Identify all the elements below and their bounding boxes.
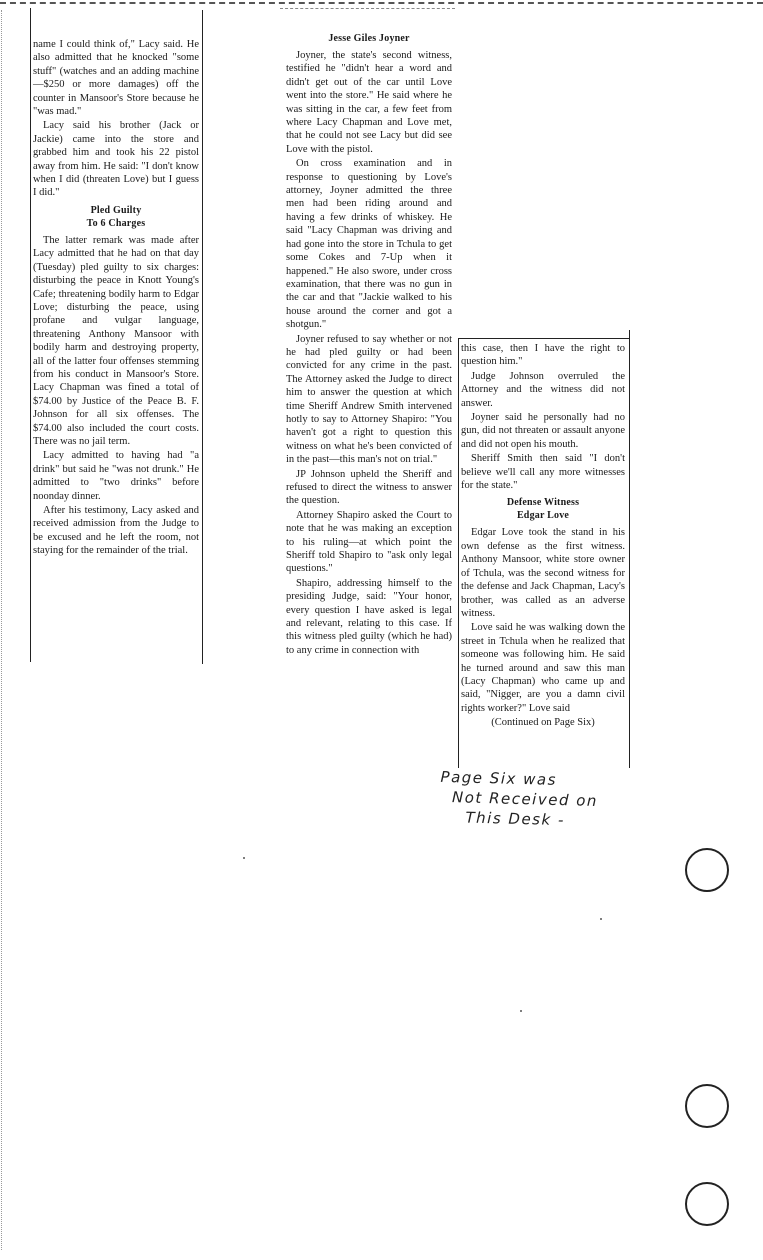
- subheading-line: Edgar Love: [516, 510, 570, 522]
- scan-speck: [600, 918, 602, 920]
- paragraph: Lacy said his brother (Jack or Jackie) came into the store and grabbed him and took his 22 pistol away from him. He said: "I don't know when I did (threaten Love) but I guess I did.": [33, 120, 199, 199]
- subheading: [33, 204, 199, 230]
- paragraph: name I could think of," Lacy said. He also admitted that he knocked "some stuff" (watches and an adding machine—$250 or more damages) off the counter in Mansoor's Store because he "was mad.": [33, 39, 199, 118]
- subheading: Jesse Giles Joyner: [328, 33, 410, 44]
- paragraph: Sheriff Smith then said "I don't believe we'll call any more witnesses for the state.": [461, 453, 625, 492]
- binder-hole: [685, 1182, 729, 1226]
- note-line: Page Six was: [440, 767, 558, 789]
- column-rule-left: [30, 8, 31, 662]
- paragraph: Love said he was walking down the street in Tchula when he realized that someone was following him. He said he turned around and saw this man (Lacy Chapman) who came up and said, "Nigger, are you a damn civil rights worker?" Love said: [461, 622, 625, 714]
- subheading-line: Pled Guilty: [90, 204, 142, 216]
- paragraph: Attorney Shapiro asked the Court to note that he was making an exception to his ruling—at which point the Sheriff told Shapiro to "ask only legal questions.": [286, 509, 452, 575]
- subheading-line: Defense Witness: [506, 497, 580, 509]
- paragraph: The latter remark was made after Lacy admitted that he had on that day (Tuesday) pled guilty to six charges: disturbing the peace in Knott Young's Cafe; threatening bodily harm to Edgar Love; disturbing the peace, using profane and vulgar language, threatening Anthony Mansoor with bodily harm and destroying property, all of the latter four offenses stemming from his conduct in Mansoor's Store. Lacy Chapman was fined a total of $74.00 by Justice of the Peace B. F. Johnson for all six offenses. The $74.00 also included the court costs. There was no jail term.: [33, 234, 199, 447]
- paragraph: JP Johnson upheld the Sheriff and refused to direct the witness to answer the question.: [286, 468, 452, 507]
- left-dotted-edge: [1, 10, 2, 1250]
- paragraph: Shapiro, addressing himself to the presiding Judge, said: "Your honor, every question I have asked is legal and relevant, relating to this case. If this witness pled guilty (which he had) to any crime in connection with: [286, 577, 452, 656]
- article-column-2: [286, 28, 452, 658]
- clipping-rule-right: [629, 330, 630, 768]
- scan-speck: [520, 1010, 522, 1012]
- handwritten-note: [439, 767, 680, 833]
- paragraph: Edgar Love took the stand in his own defense as the first witness. Anthony Mansoor, white store owner of Tchula, was the second witness for the defense and Jack Chapman, Lacy's brother, was called as an adverse witness.: [461, 527, 625, 619]
- binder-hole: [685, 848, 729, 892]
- paragraph: Joyner, the state's second witness, testified he "didn't hear a word and didn't get out of the car until Love went into the store." He said where he was sitting in the car, a few feet from where Lacy Chapman and Love met, that he could not see Lacy but did see Love with the pistol.: [286, 50, 452, 155]
- paragraph: Joyner refused to say whether or not he had pled guilty or had been convicted for any crime in the past. The Attorney asked the Judge to direct him to answer the question at which time Sheriff Andrew Smith intervened hotly to say to Attorney Shapiro: "You haven't got a right to question this witness on what he's been convicted of in the past—this man's not on trial.": [286, 333, 452, 466]
- subheading: [461, 496, 625, 522]
- paragraph: Lacy admitted to having had "a drink" but said he "was not drunk." He admitted to "two drinks" before noonday dinner.: [33, 450, 199, 502]
- top-dashed-edge: [0, 2, 763, 4]
- subheading-line: To 6 Charges: [86, 217, 146, 229]
- article-column-3: [461, 342, 625, 731]
- note-line: Not Received on: [451, 788, 599, 810]
- paragraph: After his testimony, Lacy asked and received admission from the Judge to be excused and he left the room, not staying for the remainder of the trial.: [33, 505, 199, 557]
- note-line: This Desk -: [465, 808, 566, 830]
- column-rule-right: [202, 10, 203, 664]
- paragraph: On cross examination and in response to questioning by Love's attorney, Joyner admitted the three men had been riding around and having a few drinks of whiskey. He said "Lacy Chapman was driving and had gone into the store in Tchula to get some Cokes and 7-Up when it happened." He also swore, under cross examination, that there was no gun in the car and that "Jackie walked to his house around the corner and got a shotgun.": [286, 158, 452, 331]
- clipping-rule-left: [458, 338, 459, 768]
- column-top-rule: [280, 8, 455, 9]
- paragraph: this case, then I have the right to question him.": [461, 343, 625, 368]
- clipping-top-rule: [458, 338, 630, 339]
- continued-notice: (Continued on Page Six): [491, 717, 595, 729]
- article-column-1: [33, 38, 199, 559]
- paragraph: Joyner said he personally had no gun, did not threaten or assault anyone and did not open his mouth.: [461, 412, 625, 450]
- binder-hole: [685, 1084, 729, 1128]
- scan-speck: [243, 857, 245, 859]
- paragraph: Judge Johnson overruled the Attorney and the witness did not answer.: [461, 370, 625, 409]
